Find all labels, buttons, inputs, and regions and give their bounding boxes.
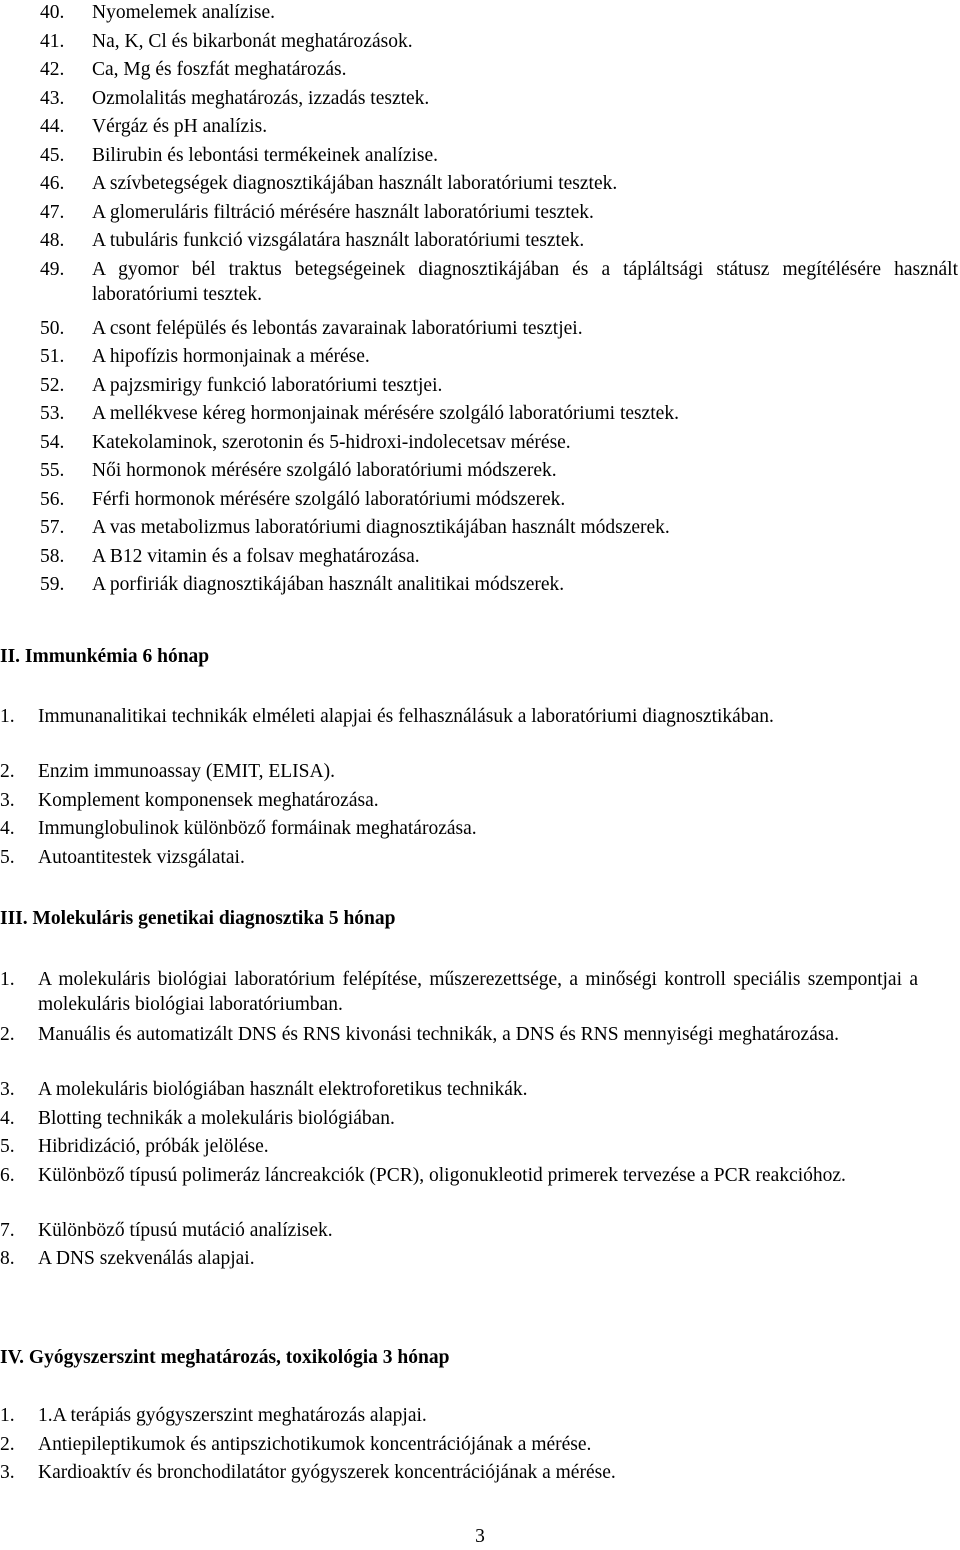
list-item	[0, 1246, 960, 1275]
list-item	[0, 487, 960, 516]
list-item	[0, 1022, 960, 1077]
list-item	[0, 458, 960, 487]
item-number: 1.	[0, 969, 15, 990]
list-item	[0, 845, 960, 874]
list-item	[0, 1460, 960, 1489]
section-heading-drug-levels-toxicology: IV. Gyógyszerszint meghatározás, toxikológia 3 hónap	[0, 1347, 450, 1368]
item-text: A mellékvese kéreg hormonjainak mérésére szolgáló laboratóriumi tesztek.	[92, 403, 679, 424]
item-number: 54.	[40, 431, 65, 453]
list-item	[0, 200, 960, 229]
list-item	[0, 759, 960, 788]
item-number: 48.	[40, 230, 65, 251]
item-text: Különböző típusú polimeráz láncreakciók (PCR), oligonukleotid primerek tervezése a PCR reakcióhoz.	[38, 1164, 846, 1186]
item-number: 8.	[0, 1248, 15, 1269]
item-text: A DNS szekvenálás alapjai.	[38, 1248, 255, 1269]
list-item	[0, 0, 960, 29]
item-number: 49.	[40, 258, 65, 280]
molecular-genetics-topic-list	[0, 967, 960, 1275]
list-item	[0, 1432, 960, 1461]
list-item	[0, 373, 960, 402]
item-text: Férfi hormonok mérésére szolgáló laboratóriumi módszerek.	[92, 488, 566, 510]
list-item	[0, 1134, 960, 1163]
item-number: 59.	[40, 574, 65, 595]
list-item	[0, 788, 960, 817]
item-text: A pajzsmirigy funkció laboratóriumi tesztjei.	[92, 374, 443, 396]
item-number: 3.	[0, 1462, 15, 1483]
list-item	[0, 257, 960, 316]
list-item	[0, 171, 960, 200]
item-number: 3.	[0, 1079, 15, 1100]
item-text: Nyomelemek analízise.	[92, 2, 276, 23]
page-number: 3	[475, 1526, 485, 1547]
topic-list-continued	[0, 0, 960, 601]
list-item	[0, 572, 960, 601]
item-text: Komplement komponensek meghatározása.	[38, 789, 379, 811]
item-text: A molekuláris biológiában használt elektroforetikus technikák.	[38, 1079, 528, 1100]
item-text: Vérgáz és pH analízis.	[92, 116, 268, 137]
item-number: 2.	[0, 1024, 15, 1045]
item-text: Ca, Mg és foszfát meghatározás.	[92, 59, 347, 80]
list-item	[0, 1077, 960, 1106]
item-number: 3.	[0, 789, 15, 811]
immunochemistry-topic-list	[0, 704, 960, 873]
item-text: Bilirubin és lebontási termékeinek analízise.	[92, 144, 439, 166]
item-text: Immunglobulinok különböző formáinak meghatározása.	[38, 818, 477, 839]
item-number: 2.	[0, 761, 15, 782]
item-number: 40.	[40, 2, 65, 23]
item-text: A csont felépülés és lebontás zavarainak laboratóriumi tesztjei.	[92, 317, 583, 339]
item-text: Manuális és automatizált DNS és RNS kivonási technikák, a DNS és RNS mennyiségi meghatározása.	[38, 1024, 839, 1045]
item-text: A gyomor bél traktus betegségeinek diagnosztikájában és a tápláltsági státusz megítélésére használt laboratóriumi tesztek.	[92, 258, 958, 305]
item-number: 7.	[0, 1219, 15, 1241]
item-number: 6.	[0, 1164, 15, 1186]
list-item	[0, 228, 960, 257]
item-number: 46.	[40, 173, 65, 194]
item-number: 44.	[40, 116, 65, 137]
item-text: A tubuláris funkció vizsgálatára használt laboratóriumi tesztek.	[92, 230, 585, 251]
item-text: Immunanalitikai technikák elméleti alapjai és felhasználásuk a laboratóriumi diagnosztikában.	[38, 706, 774, 727]
item-text: Antiepileptikumok és antipszichotikumok koncentrációjának a mérése.	[38, 1433, 592, 1455]
item-number: 52.	[40, 374, 65, 396]
item-number: 5.	[0, 1136, 15, 1157]
item-number: 53.	[40, 403, 65, 424]
item-text: Kardioaktív és bronchodilatátor gyógyszerek koncentrációjának a mérése.	[38, 1462, 616, 1483]
item-text: A hipofízis hormonjainak a mérése.	[92, 346, 370, 367]
item-text: Női hormonok mérésére szolgáló laboratóriumi módszerek.	[92, 460, 557, 481]
item-number: 50.	[40, 317, 65, 339]
item-text: Ozmolalitás meghatározás, izzadás tesztek.	[92, 87, 430, 109]
item-number: 1.	[0, 1405, 15, 1426]
list-item	[0, 114, 960, 143]
item-number: 41.	[40, 30, 65, 52]
item-text: A porfiriák diagnosztikájában használt analitikai módszerek.	[92, 574, 565, 595]
item-text: 1.A terápiás gyógyszerszint meghatározás alapjai.	[38, 1405, 427, 1426]
item-text: Különböző típusú mutáció analízisek.	[38, 1219, 333, 1241]
item-text: A vas metabolizmus laboratóriumi diagnosztikájában használt módszerek.	[92, 517, 670, 538]
item-text: Blotting technikák a molekuláris biológiában.	[38, 1107, 395, 1129]
list-item	[0, 967, 960, 1022]
item-text: Hibridizáció, próbák jelölése.	[38, 1136, 269, 1157]
list-item	[0, 544, 960, 573]
item-text: Enzim immunoassay (EMIT, ELISA).	[38, 761, 335, 782]
list-item	[0, 430, 960, 459]
list-item	[0, 401, 960, 430]
item-number: 57.	[40, 517, 65, 538]
list-item	[0, 1106, 960, 1135]
item-text: A glomeruláris filtráció mérésére használt laboratóriumi tesztek.	[92, 201, 594, 223]
list-item	[0, 704, 960, 759]
item-number: 4.	[0, 1107, 15, 1129]
item-number: 55.	[40, 460, 65, 481]
list-item	[0, 1403, 960, 1432]
item-number: 45.	[40, 144, 65, 166]
item-text: A B12 vitamin és a folsav meghatározása.	[92, 545, 420, 567]
list-item	[0, 515, 960, 544]
list-item	[0, 29, 960, 58]
item-text: Na, K, Cl és bikarbonát meghatározások.	[92, 30, 413, 52]
item-number: 43.	[40, 87, 65, 109]
list-item	[0, 86, 960, 115]
list-item	[0, 143, 960, 172]
item-number: 42.	[40, 59, 65, 80]
item-text: A molekuláris biológiai laboratórium felépítése, műszerezettsége, a minőségi kontroll speciális szempontjai a molekuláris biológiai laboratóriumban.	[38, 969, 918, 1015]
list-item	[0, 1218, 960, 1247]
item-number: 58.	[40, 545, 65, 567]
item-number: 56.	[40, 488, 65, 510]
list-item	[0, 344, 960, 373]
item-number: 2.	[0, 1433, 15, 1455]
section-heading-molecular-genetics: III. Molekuláris genetikai diagnosztika 5 hónap	[0, 908, 396, 929]
list-item	[0, 1163, 960, 1218]
item-text: A szívbetegségek diagnosztikájában használt laboratóriumi tesztek.	[92, 173, 618, 194]
item-number: 1.	[0, 706, 15, 727]
item-number: 51.	[40, 346, 65, 367]
item-text: Autoantitestek vizsgálatai.	[38, 846, 245, 868]
item-number: 5.	[0, 846, 15, 868]
item-text: Katekolaminok, szerotonin és 5-hidroxi-indolecetsav mérése.	[92, 431, 571, 453]
item-number: 4.	[0, 818, 15, 839]
list-item	[0, 816, 960, 845]
list-item	[0, 316, 960, 345]
section-heading-immunochemistry: II. Immunkémia 6 hónap	[0, 646, 210, 667]
drug-levels-topic-list	[0, 1403, 960, 1489]
list-item	[0, 57, 960, 86]
item-number: 47.	[40, 201, 65, 223]
